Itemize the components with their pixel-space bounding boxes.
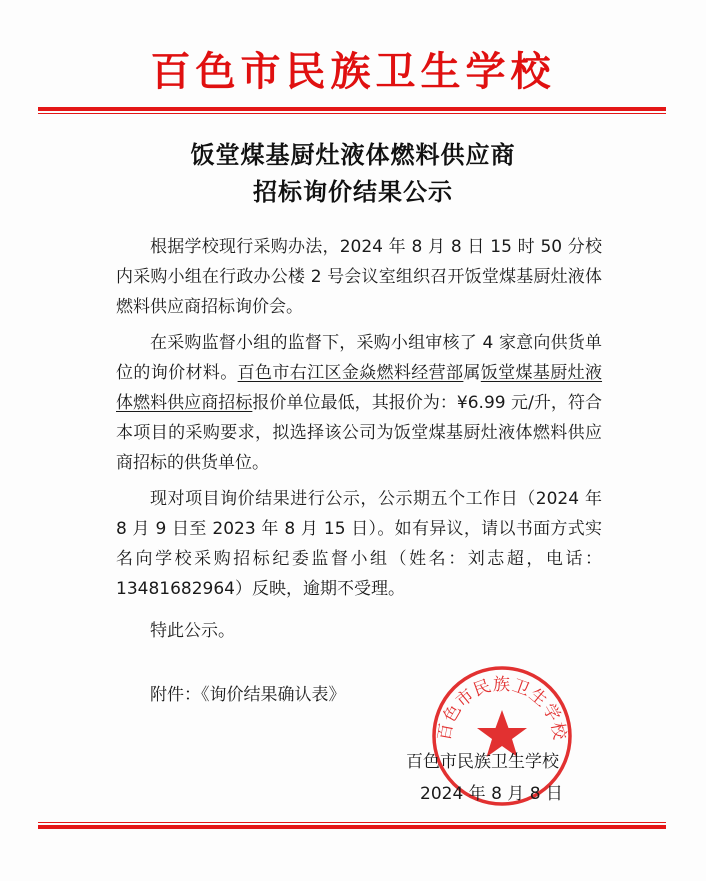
closing-text: 特此公示。 — [150, 621, 235, 641]
para2-connector: 属 — [463, 363, 481, 383]
attachment-reference: 附件：《询价结果确认表》 — [150, 685, 346, 705]
winning-company-name: 百色市右江区金焱燃料经营部 — [237, 363, 464, 383]
signature-org: 百色市民族卫生学校 — [406, 752, 559, 772]
body-paragraph-2 — [116, 328, 602, 478]
notice-body — [116, 232, 602, 610]
seal-text: 百色市民族卫生学校 — [434, 675, 570, 743]
header-red-rule-thin — [38, 113, 666, 114]
footer-red-rule-thick — [38, 825, 666, 829]
project-name: 饭堂煤基厨灶液体燃料供应商招标 — [116, 363, 603, 413]
header-org-title: 百色市民族卫生学校 — [150, 48, 556, 95]
notice-title-line1: 饭堂煤基厨灶液体燃料供应商 — [190, 141, 516, 169]
header-red-rule-thick — [38, 107, 666, 111]
signature-date: 2024 年 8 月 8 日 — [420, 784, 563, 804]
body-paragraph-3: 现对项目询价结果进行公示，公示期五个工作日（2024 年 8 月 9 日至 2023 年 8 月 15 日）。如有异议，请以书面方式实名向学校采购招标纪委监督小组（姓名：刘志超，电话：13481682964）反映，逾期不受理。 — [116, 489, 602, 599]
para2-intro: 在采购监督小组的监督下，采购小组审核了 4 家意向供货单位的询价材料。 — [116, 333, 602, 383]
notice-title-line2: 招标询价结果公示 — [253, 178, 453, 206]
para2-result: 报价单位最低，其报价为：¥6.99 元/升，符合本项目的采购要求，拟选择该公司为饭堂煤基厨灶液体燃料供应商招标的供货单位。 — [116, 393, 602, 473]
body-paragraph-1: 根据学校现行采购办法，2024 年 8 月 8 日 15 时 50 分校内采购小组在行政办公楼 2 号会议室组织召开饭堂煤基厨灶液体燃料供应商招标询价会。 — [116, 237, 602, 317]
footer-red-rule-thin — [38, 822, 666, 823]
